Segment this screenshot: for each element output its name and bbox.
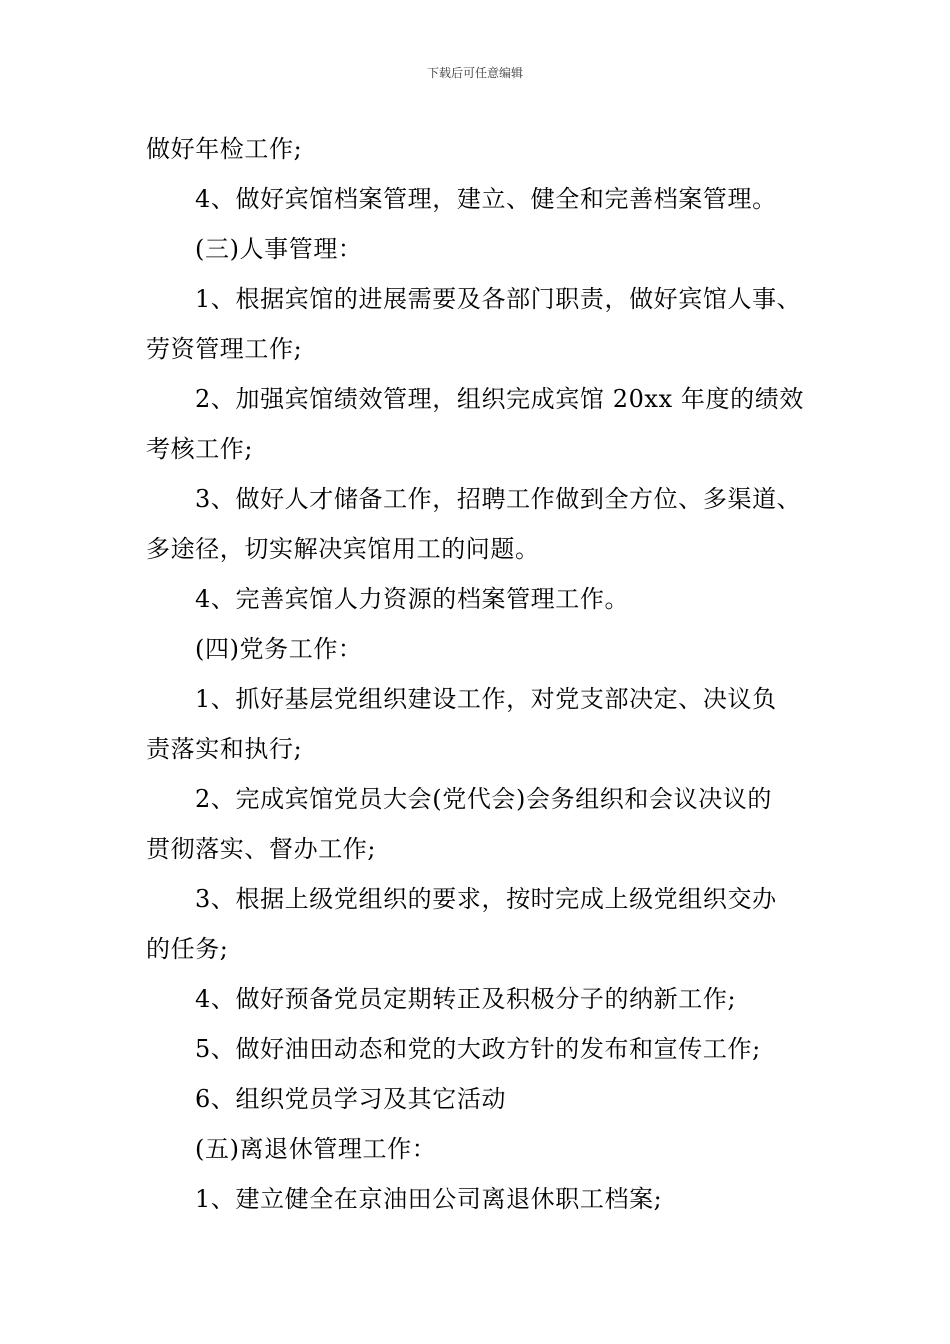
text-line: 多途径，切实解决宾馆用工的问题。: [146, 535, 540, 563]
text-line: 3、做好人才储备工作，招聘工作做到全方位、多渠道、: [195, 485, 802, 513]
document-body: [146, 124, 836, 1224]
text-line: 1、抓好基层党组织建设工作，对党支部决定、决议负: [195, 685, 777, 713]
text-line: 2、加强宾馆绩效管理，组织完成宾馆 20xx 年度的绩效: [195, 385, 804, 413]
text-line: 4、做好预备党员定期转正及积极分子的纳新工作;: [195, 985, 737, 1013]
section-heading: (五)离退休管理工作：: [195, 1135, 437, 1163]
text-line: 考核工作;: [146, 435, 254, 463]
text-line: 做好年检工作;: [146, 135, 303, 163]
text-line: 3、根据上级党组织的要求，按时完成上级党组织交办: [195, 885, 777, 913]
text-line: 5、做好油田动态和党的大政方针的发布和宣传工作;: [195, 1035, 761, 1063]
section-heading: (四)党务工作：: [195, 635, 363, 663]
text-line: 责落实和执行;: [146, 735, 303, 763]
text-line: 2、完成宾馆党员大会(党代会)会务组织和会议决议的: [195, 785, 772, 813]
page-header: 下载后可任意编辑: [426, 66, 523, 80]
text-line: 1、根据宾馆的进展需要及各部门职责，做好宾馆人事、: [195, 285, 802, 313]
text-line: 劳资管理工作;: [146, 335, 303, 363]
text-line: 贯彻落实、督办工作;: [146, 835, 377, 863]
text-line: 的任务;: [146, 935, 229, 963]
text-line: 6、组织党员学习及其它活动: [195, 1085, 507, 1113]
text-line: 1、建立健全在京油田公司离退休职工档案;: [195, 1185, 663, 1213]
text-line: 4、做好宾馆档案管理，建立、健全和完善档案管理。: [195, 185, 777, 213]
text-line: 4、完善宾馆人力资源的档案管理工作。: [195, 585, 630, 613]
section-heading: (三)人事管理：: [195, 235, 363, 263]
